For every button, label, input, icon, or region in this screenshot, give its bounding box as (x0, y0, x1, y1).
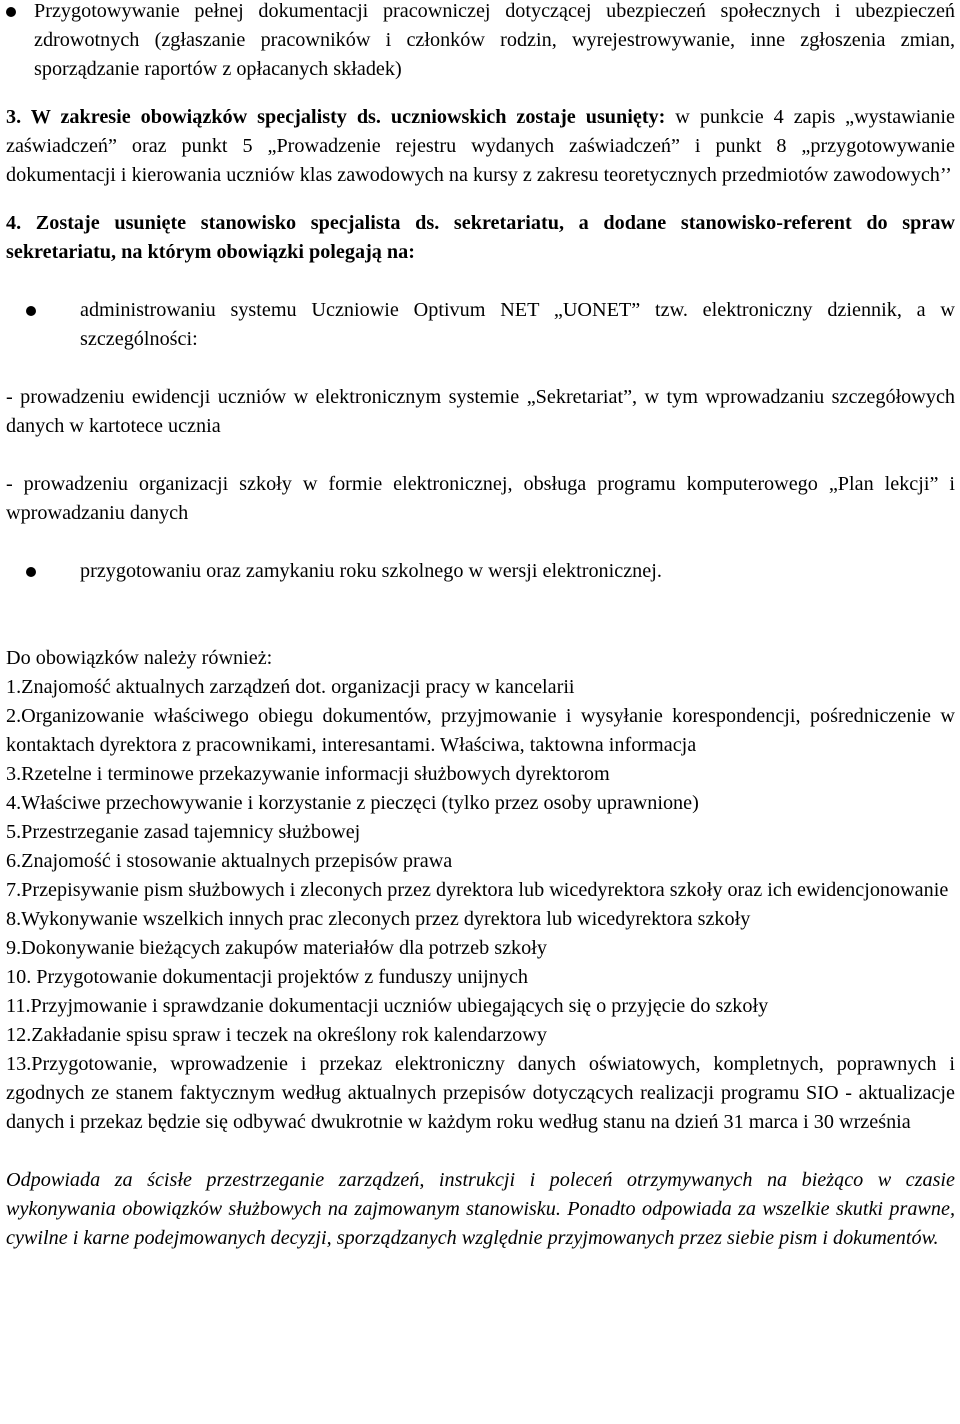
duty-item: 9.Dokonywanie bieżących zakupów materiałów dla potrzeb szkoły (6, 937, 547, 959)
dash-item-1 (6, 383, 955, 441)
duties-list (6, 673, 955, 1137)
list-item (6, 296, 955, 354)
duty-item: 4.Właściwe przechowywanie i korzystanie z pieczęci (tylko przez osoby uprawnione) (6, 792, 699, 814)
duty-item: 7.Przepisywanie pism służbowych i zleconych przez dyrektora lub wicedyrektora szkoły oraz ich ewidencjonowanie (6, 879, 949, 901)
bullet-2-text: przygotowaniu oraz zamykaniu roku szkolnego w wersji elektronicznej. (80, 560, 662, 582)
bullet-icon (26, 306, 36, 316)
duty-item: 2.Organizowanie właściwego obiegu dokumentów, przyjmowanie i wysyłanie korespondencji, pośredniczenie w kontaktach dyrektora z pracownikami, interesantami. Właściwa, taktowna informacja (6, 705, 955, 756)
section-4-text: 4. Zostaje usunięte stanowisko specjalista ds. sekretariatu, a dodane stanowisko-referent do spraw sekretariatu, na którym obowiązki polegają na: (6, 212, 955, 263)
dash-item-2-text: - prowadzeniu organizacji szkoły w formie elektronicznej, obsługa programu komputerowego „Plan lekcji” i wprowadzaniu danych (6, 473, 955, 524)
top-bullet-text: Przygotowywanie pełnej dokumentacji pracowniczej dotyczącej ubezpieczeń społecznych i ubezpieczeń zdrowotnych (zgłaszanie pracowników i członków rodzin, wyrejestrowywanie, inne zgłoszenia zmian, sporządzanie raportów z opłacanych składek) (34, 0, 955, 80)
duty-item: 12.Zakładanie spisu spraw i teczek na określony rok kalendarzowy (6, 1024, 547, 1046)
duty-item: 1.Znajomość aktualnych zarządzeń dot. organizacji pracy w kancelarii (6, 676, 575, 698)
duty-item: 13.Przygotowanie, wprowadzenie i przekaz elektroniczny danych oświatowych, kompletnych, poprawnych i zgodnych ze stanem faktycznym według aktualnych przepisów dotyczących realizacji programu SIO - aktualizacje danych i przekaz będzie się odbywać dwukrotnie w każdym roku według stanu na dzień 31 marca i 30 września (6, 1053, 955, 1133)
list-item (6, 0, 955, 84)
duty-item: 6.Znajomość i stosowanie aktualnych przepisów prawa (6, 850, 453, 872)
section-4-heading (6, 209, 955, 267)
bullet-1-text: administrowaniu systemu Uczniowie Optivum NET „UONET” tzw. elektroniczny dziennik, a w szczególności: (80, 299, 955, 350)
duty-item: 11.Przyjmowanie i sprawdzanie dokumentacji uczniów ubiegających się o przyjęcie do szkoły (6, 995, 769, 1017)
closing-paragraph: Odpowiada za ścisłe przestrzeganie zarządzeń, instrukcji i poleceń otrzymywanych na bieżąco w czasie wykonywania obowiązków służbowych na zajmowanym stanowisku. Ponadto odpowiada za wszelkie skutki prawne, cywilne i karne podejmowanych decyzji, sporządzanych względnie przyjmowanych przez siebie pism i dokumentów. (6, 1169, 955, 1249)
section-3 (6, 103, 955, 190)
duty-item: 5.Przestrzeganie zasad tajemnicy służbowej (6, 821, 361, 843)
bullet-icon (26, 567, 36, 577)
duty-item: 3.Rzetelne i terminowe przekazywanie informacji służbowych dyrektorom (6, 763, 610, 785)
list-item (6, 557, 955, 586)
duty-item: 10. Przygotowanie dokumentacji projektów z funduszy unijnych (6, 966, 528, 988)
section-3-heading: 3. W zakresie obowiązków specjalisty ds. uczniowskich zostaje usunięty: (6, 106, 666, 128)
section-3-text: w punkcie 4 zapis „wystawianie zaświadczeń” oraz punkt 5 „Prowadzenie rejestru wydanych zaświadczeń” i punkt 8 „przygotowywanie dokumentacji i kierowania uczniów klas zawodowych na kursy z zakresu teoretycznych przedmiotów zawodowych’’ (6, 106, 955, 186)
duties-intro: Do obowiązków należy również: (6, 647, 273, 669)
bullet-icon (6, 7, 16, 17)
dash-item-2 (6, 470, 955, 528)
dash-item-1-text: - prowadzeniu ewidencji uczniów w elektronicznym systemie „Sekretariat”, w tym wprowadzaniu szczegółowych danych w kartotece ucznia (6, 386, 955, 437)
duty-item: 8.Wykonywanie wszelkich innych prac zleconych przez dyrektora lub wicedyrektora szkoły (6, 908, 751, 930)
